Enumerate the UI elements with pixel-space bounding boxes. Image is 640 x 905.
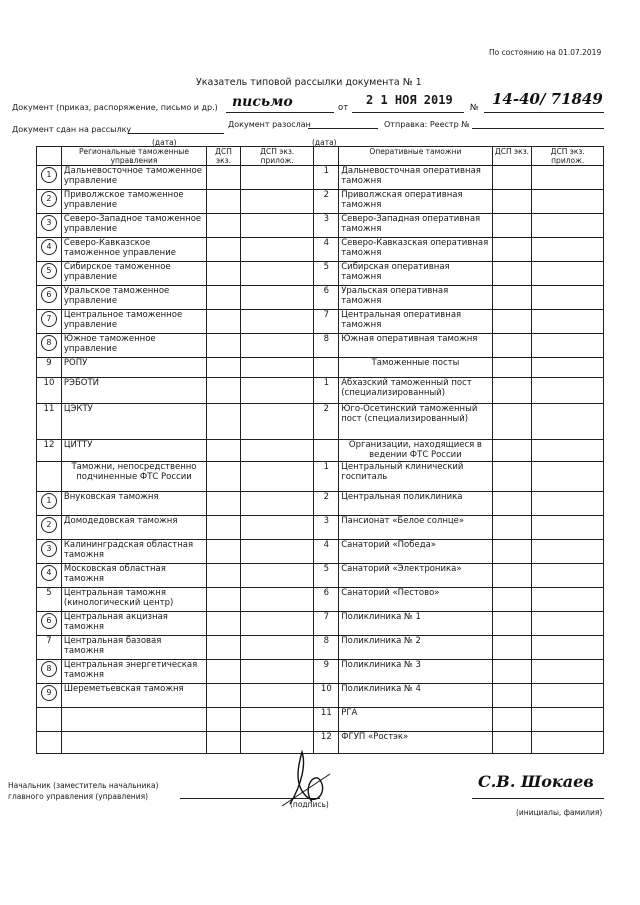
left-recipient-name: ЦЭКТУ xyxy=(61,404,206,440)
right-row-number: 2 xyxy=(314,190,339,214)
left-dsp-att-cell xyxy=(240,190,314,214)
left-row-number xyxy=(37,440,62,462)
left-row-number xyxy=(37,334,62,358)
right-dsp-att-cell xyxy=(532,358,604,378)
right-dsp-att-cell xyxy=(532,166,604,190)
signature-label: (подпись) xyxy=(290,800,329,809)
left-row-number xyxy=(37,492,62,516)
left-row-number xyxy=(37,166,62,190)
left-dsp-cell xyxy=(207,286,241,310)
left-dsp-att-cell xyxy=(240,684,314,708)
right-row-number: 1 xyxy=(314,462,339,492)
circled-number: 9 xyxy=(41,685,57,701)
head-label-2: главного управления (управления) xyxy=(8,792,149,801)
left-dsp-cell xyxy=(207,334,241,358)
table-row xyxy=(37,612,604,636)
left-dsp-cell xyxy=(207,378,241,404)
left-dsp-att-cell xyxy=(240,660,314,684)
right-dsp-cell xyxy=(492,708,532,732)
left-dsp-att-cell xyxy=(240,440,314,462)
right-row-number: 5 xyxy=(314,564,339,588)
right-recipient-name: Северо-Кавказская оперативная таможня xyxy=(339,238,492,262)
left-dsp-att-cell xyxy=(240,588,314,612)
right-dsp-att-cell xyxy=(532,404,604,440)
right-recipient-name: Северо-Западная оперативная таможня xyxy=(339,214,492,238)
right-recipient-name: Санаторий «Победа» xyxy=(339,540,492,564)
left-dsp-cell xyxy=(207,310,241,334)
right-row-number: 1 xyxy=(314,166,339,190)
right-row-number: 6 xyxy=(314,286,339,310)
right-recipient-name: ФГУП «Ростэк» xyxy=(339,732,492,754)
left-dsp-att-cell xyxy=(240,286,314,310)
left-row-number xyxy=(37,660,62,684)
right-row-number: 7 xyxy=(314,612,339,636)
left-row-number xyxy=(37,708,62,732)
left-dsp-att-cell xyxy=(240,404,314,440)
right-dsp-att-cell xyxy=(532,262,604,286)
left-row-number xyxy=(37,516,62,540)
right-dsp-att-cell xyxy=(532,516,604,540)
left-dsp-cell xyxy=(207,462,241,492)
table-row xyxy=(37,492,604,516)
sent-label: Документ разослан xyxy=(228,120,311,129)
right-recipient-name: Поликлиника № 2 xyxy=(339,636,492,660)
table-row xyxy=(37,166,604,190)
left-dsp-att-cell xyxy=(240,334,314,358)
right-section-title: Организации, находящиеся в ведении ФТС России xyxy=(339,440,492,462)
circled-number: 1 xyxy=(41,167,57,183)
right-dsp-att-cell xyxy=(532,660,604,684)
left-section-title: Таможни, непосредственно подчиненные ФТС России xyxy=(61,462,206,492)
right-row-number: 4 xyxy=(314,238,339,262)
left-row-number xyxy=(37,462,62,492)
right-dsp-att-cell xyxy=(532,540,604,564)
right-recipient-name: Поликлиника № 1 xyxy=(339,612,492,636)
left-row-number xyxy=(37,404,62,440)
row-number: 7 xyxy=(46,636,52,646)
left-dsp-att-cell xyxy=(240,378,314,404)
right-row-number: 8 xyxy=(314,334,339,358)
table-row xyxy=(37,540,604,564)
right-dsp-att-cell xyxy=(532,564,604,588)
left-recipient-name xyxy=(61,732,206,754)
right-row-number: 3 xyxy=(314,214,339,238)
left-dsp-cell xyxy=(207,588,241,612)
table-row xyxy=(37,238,604,262)
right-dsp-cell xyxy=(492,440,532,462)
right-dsp-att-cell xyxy=(532,684,604,708)
right-dsp-cell xyxy=(492,636,532,660)
right-recipient-name: Центральная оперативная таможня xyxy=(339,310,492,334)
right-recipient-name: Поликлиника № 4 xyxy=(339,684,492,708)
right-row-number: 9 xyxy=(314,660,339,684)
right-recipient-name: Уральская оперативная таможня xyxy=(339,286,492,310)
right-recipient-name: Южная оперативная таможня xyxy=(339,334,492,358)
right-row-number: 2 xyxy=(314,492,339,516)
table-row xyxy=(37,334,604,358)
doc-label: Документ (приказ, распоряжение, письмо и др.) xyxy=(12,103,218,112)
row-number: 9 xyxy=(46,358,52,368)
right-recipient-name: Юго-Осетинский таможенный пост (специализированный) xyxy=(339,404,492,440)
right-dsp-att-cell xyxy=(532,588,604,612)
right-header-name: Оперативные таможни xyxy=(339,147,492,166)
left-dsp-att-cell xyxy=(240,358,314,378)
table-row xyxy=(37,588,604,612)
name-label: (инициалы, фамилия) xyxy=(516,808,603,817)
left-dsp-cell xyxy=(207,636,241,660)
name-value: С.В. Шокаев xyxy=(478,772,594,791)
distribution-table xyxy=(36,146,604,754)
left-dsp-cell xyxy=(207,732,241,754)
left-recipient-name: Калининградская областная таможня xyxy=(61,540,206,564)
left-recipient-name: Южное таможенное управление xyxy=(61,334,206,358)
right-row-number xyxy=(314,358,339,378)
left-row-number xyxy=(37,286,62,310)
left-dsp-att-cell xyxy=(240,214,314,238)
left-recipient-name: Центральное таможенное управление xyxy=(61,310,206,334)
left-dsp-cell xyxy=(207,540,241,564)
left-dsp-cell xyxy=(207,440,241,462)
right-recipient-name: РГА xyxy=(339,708,492,732)
right-recipient-name: Сибирская оперативная таможня xyxy=(339,262,492,286)
left-row-number xyxy=(37,588,62,612)
right-dsp-cell xyxy=(492,214,532,238)
left-row-number xyxy=(37,684,62,708)
left-recipient-name: Северо-Кавказское таможенное управление xyxy=(61,238,206,262)
right-dsp-cell xyxy=(492,684,532,708)
right-recipient-name: Приволжская оперативная таможня xyxy=(339,190,492,214)
left-dsp-cell xyxy=(207,660,241,684)
table-row xyxy=(37,660,604,684)
left-recipient-name: РОПУ xyxy=(61,358,206,378)
table-row xyxy=(37,286,604,310)
dispatch-label: Отправка: Реестр № xyxy=(384,120,470,129)
right-header-dsp: ДСП экз. xyxy=(492,147,532,166)
right-row-number: 10 xyxy=(314,684,339,708)
left-header-dsp: ДСП экз. xyxy=(207,147,241,166)
table-row xyxy=(37,310,604,334)
table-row xyxy=(37,262,604,286)
status-line: По состоянию на 01.07.2019 xyxy=(489,48,602,57)
left-header-dsp-att: ДСП экз. прилож. xyxy=(240,147,314,166)
left-recipient-name: Московская областная таможня xyxy=(61,564,206,588)
table-header xyxy=(37,147,604,166)
right-recipient-name: Пансионат «Белое солнце» xyxy=(339,516,492,540)
right-dsp-cell xyxy=(492,660,532,684)
left-recipient-name: РЭБОТИ xyxy=(61,378,206,404)
right-dsp-att-cell xyxy=(532,708,604,732)
right-dsp-att-cell xyxy=(532,636,604,660)
right-dsp-cell xyxy=(492,492,532,516)
circled-number: 2 xyxy=(41,191,57,207)
left-dsp-cell xyxy=(207,190,241,214)
right-dsp-cell xyxy=(492,540,532,564)
right-dsp-cell xyxy=(492,262,532,286)
row-number: 10 xyxy=(43,378,55,388)
table-row xyxy=(37,440,604,462)
right-row-number xyxy=(314,440,339,462)
table-row xyxy=(37,684,604,708)
row-number: 12 xyxy=(43,440,55,450)
table-row xyxy=(37,636,604,660)
right-recipient-name: Санаторий «Электроника» xyxy=(339,564,492,588)
circled-number: 1 xyxy=(41,493,57,509)
right-dsp-cell xyxy=(492,238,532,262)
head-label-1: Начальник (заместитель начальника) xyxy=(8,781,159,790)
right-dsp-att-cell xyxy=(532,190,604,214)
left-recipient-name: Приволжское таможенное управление xyxy=(61,190,206,214)
right-header-dsp-att: ДСП экз. прилож. xyxy=(532,147,604,166)
table-row xyxy=(37,708,604,732)
left-row-number xyxy=(37,378,62,404)
right-row-number: 5 xyxy=(314,262,339,286)
left-dsp-cell xyxy=(207,404,241,440)
left-row-number xyxy=(37,612,62,636)
right-recipient-name: Дальневосточная оперативная таможня xyxy=(339,166,492,190)
table-row xyxy=(37,462,604,492)
left-dsp-att-cell xyxy=(240,262,314,286)
right-dsp-cell xyxy=(492,404,532,440)
table-row xyxy=(37,214,604,238)
doc-number-value: 14-40/ 71849 xyxy=(492,90,603,108)
left-dsp-att-cell xyxy=(240,492,314,516)
right-row-number: 1 xyxy=(314,378,339,404)
right-dsp-cell xyxy=(492,190,532,214)
right-dsp-cell xyxy=(492,612,532,636)
left-dsp-att-cell xyxy=(240,612,314,636)
left-row-number xyxy=(37,540,62,564)
circled-number: 8 xyxy=(41,661,57,677)
right-recipient-name: Санаторий «Пестово» xyxy=(339,588,492,612)
circled-number: 6 xyxy=(41,613,57,629)
left-dsp-cell xyxy=(207,166,241,190)
left-dsp-att-cell xyxy=(240,636,314,660)
right-dsp-att-cell xyxy=(532,378,604,404)
circled-number: 4 xyxy=(41,239,57,255)
left-recipient-name xyxy=(61,708,206,732)
table-row xyxy=(37,404,604,440)
circled-number: 7 xyxy=(41,311,57,327)
left-dsp-cell xyxy=(207,516,241,540)
circled-number: 3 xyxy=(41,541,57,557)
left-row-number xyxy=(37,732,62,754)
left-dsp-cell xyxy=(207,262,241,286)
table-row xyxy=(37,378,604,404)
right-dsp-cell xyxy=(492,286,532,310)
table-row xyxy=(37,564,604,588)
left-recipient-name: Дальневосточное таможенное управление xyxy=(61,166,206,190)
circled-number: 6 xyxy=(41,287,57,303)
right-dsp-att-cell xyxy=(532,310,604,334)
left-dsp-att-cell xyxy=(240,238,314,262)
right-dsp-att-cell xyxy=(532,612,604,636)
right-dsp-cell xyxy=(492,516,532,540)
page-title: Указатель типовой рассылки документа № 1 xyxy=(196,77,422,88)
left-recipient-name: Центральная акцизная таможня xyxy=(61,612,206,636)
right-dsp-cell xyxy=(492,564,532,588)
right-dsp-att-cell xyxy=(532,238,604,262)
right-recipient-name: Центральный клинический госпиталь xyxy=(339,462,492,492)
circled-number: 5 xyxy=(41,263,57,279)
table-row xyxy=(37,516,604,540)
left-recipient-name: Центральная базовая таможня xyxy=(61,636,206,660)
left-header-name: Региональные таможенные управления xyxy=(61,147,206,166)
left-row-number xyxy=(37,238,62,262)
left-recipient-name: Домодедовская таможня xyxy=(61,516,206,540)
table-row xyxy=(37,358,604,378)
right-dsp-att-cell xyxy=(532,286,604,310)
left-row-number xyxy=(37,358,62,378)
right-dsp-cell xyxy=(492,588,532,612)
right-recipient-name: Абхазский таможенный пост (специализированный) xyxy=(339,378,492,404)
right-dsp-att-cell xyxy=(532,462,604,492)
right-row-number: 4 xyxy=(314,540,339,564)
left-dsp-cell xyxy=(207,708,241,732)
circled-number: 8 xyxy=(41,335,57,351)
right-dsp-cell xyxy=(492,378,532,404)
right-dsp-cell xyxy=(492,166,532,190)
left-recipient-name: Шереметьевская таможня xyxy=(61,684,206,708)
left-row-number xyxy=(37,262,62,286)
left-dsp-att-cell xyxy=(240,462,314,492)
right-row-number: 7 xyxy=(314,310,339,334)
left-row-number xyxy=(37,636,62,660)
number-label: № xyxy=(470,103,479,113)
left-recipient-name: ЦИТТУ xyxy=(61,440,206,462)
left-row-number xyxy=(37,310,62,334)
left-row-number xyxy=(37,564,62,588)
right-row-number: 3 xyxy=(314,516,339,540)
left-dsp-att-cell xyxy=(240,310,314,334)
left-recipient-name: Сибирское таможенное управление xyxy=(61,262,206,286)
circled-number: 2 xyxy=(41,517,57,533)
right-dsp-att-cell xyxy=(532,214,604,238)
left-recipient-name: Центральная таможня (кинологический центр) xyxy=(61,588,206,612)
doc-date-value: 2 1 НОЯ 2019 xyxy=(366,93,453,107)
right-recipient-name: Центральная поликлиника xyxy=(339,492,492,516)
left-dsp-cell xyxy=(207,564,241,588)
left-dsp-cell xyxy=(207,684,241,708)
left-dsp-att-cell xyxy=(240,708,314,732)
left-recipient-name: Уральское таможенное управление xyxy=(61,286,206,310)
left-dsp-att-cell xyxy=(240,540,314,564)
left-dsp-att-cell xyxy=(240,516,314,540)
left-row-number xyxy=(37,214,62,238)
right-row-number: 11 xyxy=(314,708,339,732)
left-dsp-cell xyxy=(207,492,241,516)
row-number: 11 xyxy=(43,404,55,414)
left-recipient-name: Северо-Западное таможенное управление xyxy=(61,214,206,238)
doc-type-value: письмо xyxy=(232,94,293,110)
left-dsp-att-cell xyxy=(240,166,314,190)
right-section-title: Таможенные посты xyxy=(339,358,492,378)
left-dsp-cell xyxy=(207,238,241,262)
date-hint-right: (дата) xyxy=(312,138,337,147)
right-row-number: 8 xyxy=(314,636,339,660)
right-row-number: 12 xyxy=(314,732,339,754)
table-row xyxy=(37,190,604,214)
right-row-number: 2 xyxy=(314,404,339,440)
left-dsp-att-cell xyxy=(240,564,314,588)
left-recipient-name: Внуковская таможня xyxy=(61,492,206,516)
date-hint-left: (дата) xyxy=(152,138,177,147)
right-dsp-cell xyxy=(492,358,532,378)
left-dsp-cell xyxy=(207,358,241,378)
circled-number: 4 xyxy=(41,565,57,581)
row-number: 5 xyxy=(46,588,52,598)
right-dsp-cell xyxy=(492,462,532,492)
from-label: от xyxy=(338,103,349,113)
circled-number: 3 xyxy=(41,215,57,231)
right-dsp-att-cell xyxy=(532,732,604,754)
right-dsp-cell xyxy=(492,334,532,358)
right-dsp-att-cell xyxy=(532,440,604,462)
right-row-number: 6 xyxy=(314,588,339,612)
right-dsp-att-cell xyxy=(532,334,604,358)
right-dsp-cell xyxy=(492,310,532,334)
left-dsp-cell xyxy=(207,612,241,636)
right-dsp-cell xyxy=(492,732,532,754)
right-recipient-name: Поликлиника № 3 xyxy=(339,660,492,684)
left-recipient-name: Центральная энергетическая таможня xyxy=(61,660,206,684)
right-dsp-att-cell xyxy=(532,492,604,516)
left-dsp-cell xyxy=(207,214,241,238)
left-row-number xyxy=(37,190,62,214)
submitted-label: Документ сдан на рассылку xyxy=(12,125,132,134)
